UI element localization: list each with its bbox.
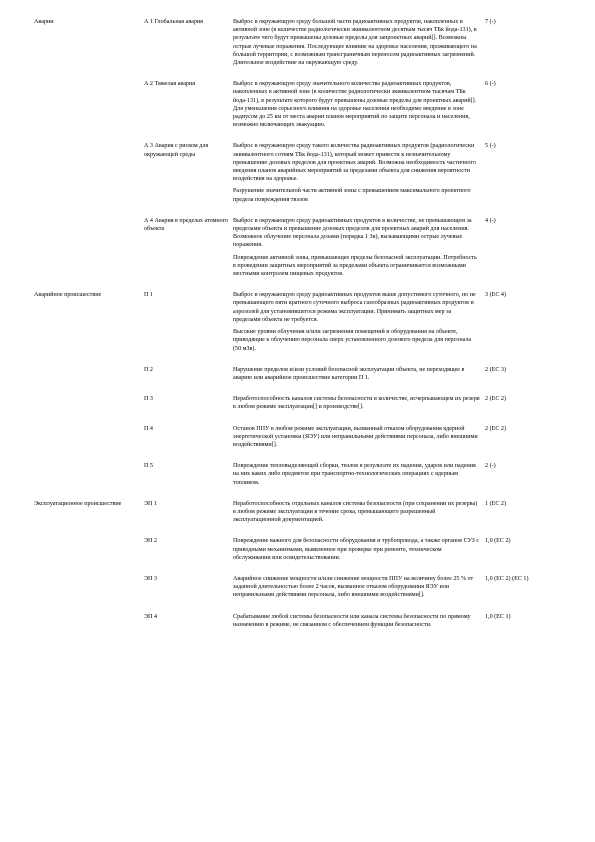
table-row xyxy=(34,217,562,282)
description-cell xyxy=(233,142,480,207)
table-row xyxy=(34,18,562,71)
description-paragraph: Разрушение значительной части активной зоны с превышением максимального проектного предела повреждения твэлов xyxy=(233,188,471,203)
row-spacer xyxy=(34,282,562,291)
description-paragraph: Высокие уровни облучения и/или загрязнения помещений и оборудования на объекте, приводящие к облучению персонала сверх установленного дозового предела для персонала (50 мЗв). xyxy=(233,329,472,352)
row-spacer-cell xyxy=(34,604,562,613)
category-cell xyxy=(34,462,144,491)
category-cell xyxy=(34,575,144,604)
ines-level-cell: 2 (ЕС 2) xyxy=(485,425,506,432)
description-cell xyxy=(233,613,480,633)
category-cell: Аварийное происшествие xyxy=(34,292,102,299)
row-spacer-cell xyxy=(34,453,562,462)
event-code-cell: А 4 Авария в пределах атомного объекта xyxy=(144,217,229,233)
description-paragraph: Неработоспособность каналов системы безопасности в количестве, исчерпывающем их резерв в любом режиме эксплуатации[] и производстве[]. xyxy=(233,396,480,411)
description-paragraph: Выброс в окружающую среду радиоактивных продуктов в количестве, не превышающем за пределами объекта и превышение дозовых пределов для проектных аварий для населения. Возможное облучение персонала дозами (порядка 1 Зв), вызывающими острые лучевые поражения. xyxy=(233,217,472,249)
ines-level-cell: 2 (ЕС 3) xyxy=(485,366,506,373)
ines-level-cell: 6 (-) xyxy=(485,81,496,88)
table-row xyxy=(34,366,562,386)
row-spacer-cell xyxy=(34,386,562,395)
description-paragraph: Нарушение пределов и/или условий безопасной эксплуатации объекта, не переходящее в аварию или аварийное происшествие категории П 1. xyxy=(233,366,465,381)
description-paragraph: Срабатывание любой системы безопасности или канала системы безопасности по прямому назначению в режиме, не связанном с обеспечением функции безопасности. xyxy=(233,613,471,628)
description-paragraph: Выброс в окружающую среду такого количества радиоактивных продуктов (радиологически эквивалентного сотням ТБк йода-131), который может привести к незначительному превышению дозовых пределов для проектных аварий. Возможна необходимость частичного введения планов аварийных мероприятий за пределами объекта для снижения вероятности воздействия на здоровье. xyxy=(233,143,476,183)
description-cell xyxy=(233,217,480,282)
description-cell xyxy=(233,366,480,386)
ines-level-cell: 5 (-) xyxy=(485,143,496,150)
row-spacer xyxy=(34,633,562,642)
event-code-cell: П 3 xyxy=(144,396,153,403)
table-row xyxy=(34,462,562,491)
row-spacer-cell xyxy=(34,282,562,291)
event-code-cell: П 5 xyxy=(144,463,153,470)
table-row xyxy=(34,537,562,566)
event-code-cell: ЭП 3 xyxy=(144,575,157,582)
description-cell xyxy=(233,291,480,356)
category-cell xyxy=(34,395,144,415)
description-cell xyxy=(233,462,480,491)
ines-level-cell: 7 (-) xyxy=(485,19,496,25)
table-row xyxy=(34,425,562,454)
table-body xyxy=(34,18,562,642)
ines-level-cell: 1,0 (ЕС 1) xyxy=(485,613,511,620)
table-row xyxy=(34,142,562,207)
description-cell xyxy=(233,425,480,454)
table-row xyxy=(34,575,562,604)
description-paragraph: Аварийное снижение мощности и/или снижение мощности ППУ на величину более 25 % от заданной длительностью более 2 часов, вызванное отказом оборудования ЯЭУ или неправильными действиями персонала, либо внешними воздействиями[]. xyxy=(233,575,474,599)
event-code-cell: П 1 xyxy=(144,292,153,299)
row-spacer xyxy=(34,71,562,80)
row-spacer-cell xyxy=(34,133,562,142)
category-cell xyxy=(34,217,144,282)
description-paragraph: Останов ППУ в любом режиме эксплуатации, вызванный отказом оборудования ядерной энергетической установки (ЯЭУ) или неправильными действиями персонала, либо внешними воздействиями[]. xyxy=(233,425,478,448)
row-spacer-cell xyxy=(34,416,562,425)
table-row xyxy=(34,395,562,415)
category-cell xyxy=(34,425,144,454)
row-spacer-cell xyxy=(34,71,562,80)
ines-level-cell: 1,0 (ЕС 2) (ЕС 1) xyxy=(485,575,529,582)
row-spacer xyxy=(34,528,562,537)
event-code-cell: ЭП 1 xyxy=(144,500,157,507)
row-spacer xyxy=(34,357,562,366)
description-paragraph: Выброс в окружающую среду радиоактивных продуктов выше допустимого суточного, но не превышающего пяти кратного суточного выброса газообразных радиоактивных продуктов и аэрозолей для установившегося режима эксплуатации. Принимать защитных мер за пределами объекта не требуется. xyxy=(233,292,476,323)
row-spacer-cell xyxy=(34,357,562,366)
description-cell xyxy=(233,500,480,529)
table-row xyxy=(34,80,562,133)
incident-classification-table xyxy=(34,18,562,642)
ines-level-cell: 2 (-) xyxy=(485,463,496,470)
ines-level-cell: 3 (ЕС 4) xyxy=(485,292,506,299)
ines-level-cell: 1,0 (ЕС 2) xyxy=(485,538,511,545)
description-cell xyxy=(233,575,480,604)
ines-level-cell: 2 (ЕС 2) xyxy=(485,396,506,403)
category-cell: Эксплуатационное происшествие xyxy=(34,500,122,507)
event-code-cell: А 2 Тяжелая авария xyxy=(144,81,196,88)
category-cell xyxy=(34,613,144,633)
row-spacer xyxy=(34,453,562,462)
description-cell xyxy=(233,80,480,133)
table-row xyxy=(34,613,562,633)
event-code-cell: А 3 Авария с риском для окружающей среды xyxy=(144,143,209,158)
description-cell xyxy=(233,18,480,71)
row-spacer-cell xyxy=(34,566,562,575)
ines-level-cell: 4 (-) xyxy=(485,217,496,224)
event-code-cell: ЭП 2 xyxy=(144,538,157,545)
event-code-cell: П 4 xyxy=(144,425,153,432)
category-cell xyxy=(34,80,144,133)
description-cell xyxy=(233,537,480,566)
row-spacer xyxy=(34,386,562,395)
table-row xyxy=(34,291,562,356)
category-cell xyxy=(34,366,144,386)
description-paragraph: Повреждение активной зоны, превышающее пределы безопасной эксплуатации. Потребность в проведении защитных мероприятий за пределами объекта ограничивается возможными местными контролем пищевых продуктов. xyxy=(233,254,477,278)
row-spacer xyxy=(34,208,562,217)
description-paragraph: Выброс в окружающую среду большой части радиоактивных продуктов, накопленных в активной зоне (в количестве радиологически эквивалентном десяткам тысяч ТБк йода-131), в результате чего будут превышены дозовые пределы для запроектных аварий[]. Возможны острые лучевые поражения. Последующее влияние на здоровье населения, проживающего на большой территории, с возможным трансграничным переносом радиоактивных загрязнений. Длительное воздействие на окружающую среду. xyxy=(233,19,477,67)
description-paragraph: Неработоспособность отдельных каналов системы безопасности (при сохранении их резерва) в любом режиме эксплуатации в течение срока, превышающего разрешенный эксплуатационной документацией. xyxy=(233,500,478,524)
row-spacer-cell xyxy=(34,633,562,642)
row-spacer xyxy=(34,133,562,142)
category-cell xyxy=(34,537,144,566)
row-spacer xyxy=(34,566,562,575)
category-cell: Аварии xyxy=(34,19,54,25)
description-paragraph: Повреждение важного для безопасности оборудования и трубопровода, а также органов СУЗ с приводными механизмами, выявленное при проверке при ремонте, техническом обслуживании или освидетельствовании. xyxy=(233,538,480,561)
row-spacer-cell xyxy=(34,208,562,217)
row-spacer xyxy=(34,416,562,425)
row-spacer xyxy=(34,604,562,613)
row-spacer-cell xyxy=(34,528,562,537)
ines-level-cell: 1 (ЕС 2) xyxy=(485,500,506,507)
event-code-cell: ЭП 4 xyxy=(144,613,157,620)
row-spacer xyxy=(34,491,562,500)
description-paragraph: Выброс в окружающую среду значительного количества радиоактивных продуктов, накопленных в активной зоне (в количестве радиологически эквивалентном тысячам ТБк йода-131), в результате которого будут превышены дозовые пределы для проектных аварий[]. Для уменьшения серьезного влияния на здоровье населения необходимо введение в зоне радиусом до 25 км от места аварии планов мероприятий по защите персонала и населения, возможно включающих эвакуацию. xyxy=(233,81,477,129)
description-paragraph: Повреждение тепловыделяющей сборки, твэлов в результате их падения, ударов или падения на них каких либо предметов при транспортно-технологических операциях с ядерным топливом. xyxy=(233,463,476,486)
row-spacer-cell xyxy=(34,491,562,500)
table-row xyxy=(34,500,562,529)
category-cell xyxy=(34,142,144,207)
event-code-cell: П 2 xyxy=(144,366,153,373)
description-cell xyxy=(233,395,480,415)
event-code-cell: А 1 Глобальная авария xyxy=(144,19,203,25)
